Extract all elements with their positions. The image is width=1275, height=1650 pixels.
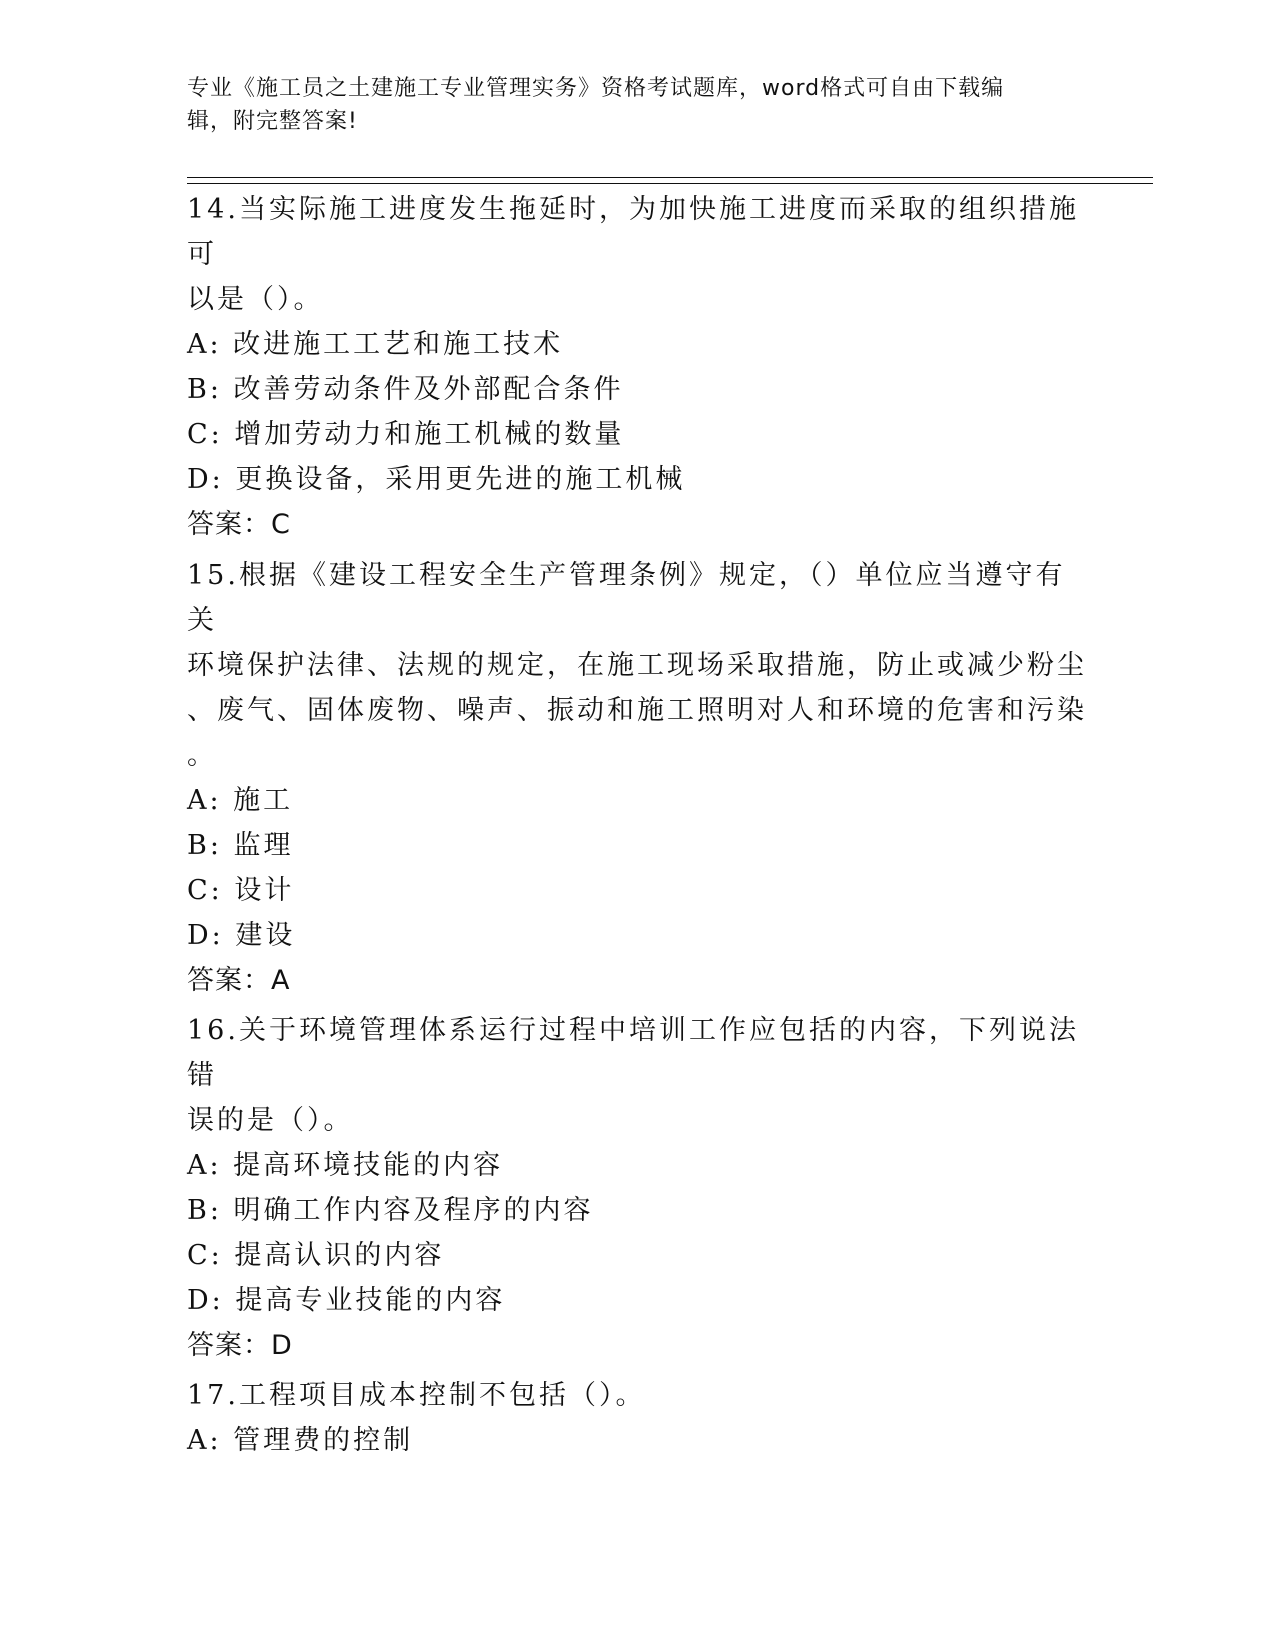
question-stem-line: 16.关于环境管理体系运行过程中培训工作应包括的内容，下列说法错 <box>187 1015 1079 1091</box>
question-stem-line: 环境保护法律、法规的规定，在施工现场采取措施，防止或减少粉尘 <box>187 650 1087 681</box>
question-stem-line: 误的是（）。 <box>187 1105 354 1136</box>
answer-label: 答案：A <box>187 965 291 996</box>
option-b: B: 改善劳动条件及外部配合条件 <box>187 374 624 405</box>
question-stem-line: 。 <box>187 740 217 771</box>
option-c: C: 提高认识的内容 <box>187 1240 445 1271</box>
question-stem-line: 14.当实际施工进度发生拖延时，为加快施工进度而采取的组织措施可 <box>187 194 1079 270</box>
option-a: A: 提高环境技能的内容 <box>187 1150 504 1181</box>
question-15 <box>187 553 1087 1003</box>
option-a: A: 管理费的控制 <box>187 1425 414 1456</box>
header-divider-top <box>187 177 1153 178</box>
option-d: D: 建设 <box>187 920 296 951</box>
question-stem-line: 、废气、固体废物、噪声、振动和施工照明对人和环境的危害和污染 <box>187 695 1087 726</box>
option-d: D: 更换设备，采用更先进的施工机械 <box>187 464 686 495</box>
option-c: C: 增加劳动力和施工机械的数量 <box>187 419 625 450</box>
question-14 <box>187 187 1087 547</box>
option-b: B: 监理 <box>187 830 294 861</box>
option-c: C: 设计 <box>187 875 295 906</box>
question-stem-line: 17.工程项目成本控制不包括（）。 <box>187 1380 646 1411</box>
document-header <box>187 72 1087 138</box>
answer-label: 答案：C <box>187 509 291 540</box>
header-line-2: 辑，附完整答案! <box>187 109 358 134</box>
header-divider-bottom <box>187 183 1153 184</box>
option-b: B: 明确工作内容及程序的内容 <box>187 1195 594 1226</box>
header-line-1: 专业《施工员之土建施工专业管理实务》资格考试题库，word格式可自由下载编 <box>187 76 1005 101</box>
option-d: D: 提高专业技能的内容 <box>187 1285 506 1316</box>
answer-label: 答案：D <box>187 1330 293 1361</box>
question-stem-line: 以是（）。 <box>187 284 324 315</box>
option-a: A: 施工 <box>187 785 294 816</box>
question-17 <box>187 1373 1087 1463</box>
question-16 <box>187 1008 1087 1368</box>
option-a: A: 改进施工工艺和施工技术 <box>187 329 564 360</box>
question-stem-line: 15.根据《建设工程安全生产管理条例》规定，（）单位应当遵守有关 <box>187 560 1066 636</box>
